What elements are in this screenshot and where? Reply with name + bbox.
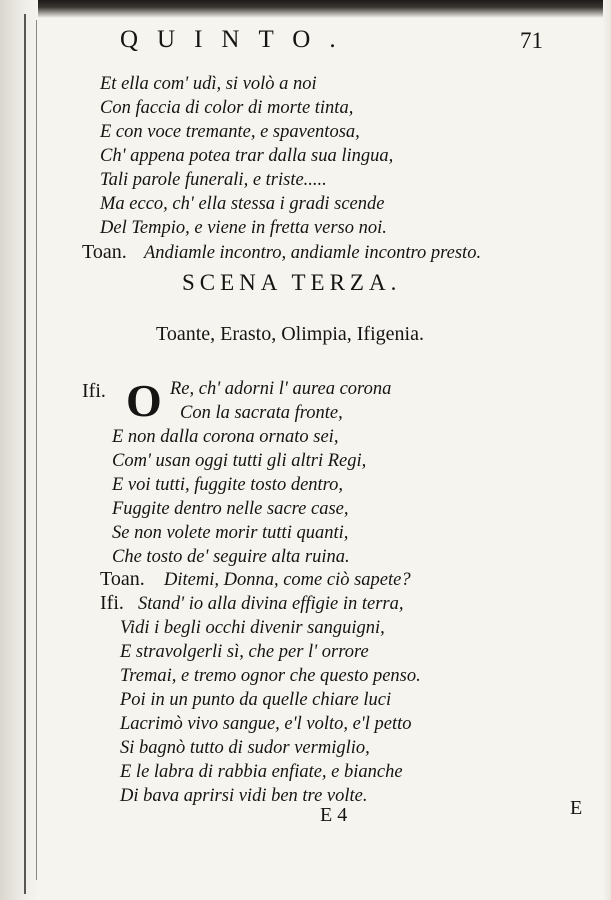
page-gutter [0,0,38,900]
signature-mark: E 4 [320,804,348,826]
verse-line: Tremai, e tremo ognor che questo penso. [120,666,421,686]
verse-line: Et ella com' udì, si volò a noi [100,74,317,94]
verse-line: Che tosto de' seguire alta ruina. [112,547,350,567]
verse-line: Andiamle incontro, andiamle incontro presto. [144,243,482,263]
verse-line: Si bagnò tutto di sudor vermiglio, [120,738,370,758]
verse-line: Tali parole funerali, e triste..... [100,170,327,190]
speaker-label: Toan. [100,568,145,590]
verse-line: E le labra di rabbia enfiate, e bianche [120,762,403,782]
verse-line: E non dalla corona ornato sei, [112,427,339,447]
verse-line: Lacrimò vivo sangue, e'l volto, e'l petto [120,714,412,734]
scene-title: SCENA TERZA. [182,270,402,295]
verse-line: Vidi i begli occhi divenir sanguigni, [120,618,385,638]
verse-line: Fuggite dentro nelle sacre case, [112,499,349,519]
verse-line: Se non volete morir tutti quanti, [112,523,349,543]
verse-line: Re, ch' adorni l' aurea corona [170,379,392,399]
verse-line: Con faccia di color di morte tinta, [100,98,354,118]
right-margin-mark: E [570,797,583,819]
gutter-rule [24,14,26,894]
speaker-label: Ifi. [82,380,106,402]
verse-line: E stravolgerli sì, che per l' orrore [120,642,369,662]
page-number: 71 [520,28,543,53]
verse-line: Poi in un punto da quelle chiare luci [120,690,392,710]
verse-line: Del Tempio, e viene in fretta verso noi. [100,218,387,238]
verse-line: E con voce tremante, e spaventosa, [100,122,360,142]
character-list: Toante, Erasto, Olimpia, Ifigenia. [156,323,424,345]
verse-line: Con la sacrata fronte, [180,403,343,423]
verse-line: E voi tutti, fuggite tosto dentro, [112,475,344,495]
running-title: QUINTO. [120,26,355,53]
verse-line: Ma ecco, ch' ella stessa i gradi scende [100,194,385,214]
verse-line: Com' usan oggi tutti gli altri Regi, [112,451,367,471]
verse-line: Ditemi, Donna, come ciò sapete? [164,570,411,590]
verse-line: Di bava aprirsi vidi ben tre volte. [120,786,368,806]
speaker-label: Toan. [82,241,127,263]
drop-capital: O [126,375,162,426]
verse-line: Stand' io alla divina effigie in terra, [138,594,404,614]
verse-line: Ch' appena potea trar dalla sua lingua, [100,146,394,166]
gutter-rule-inner [36,20,37,880]
page-right-edge [603,0,611,900]
speaker-label: Ifi. [100,592,124,614]
page-top-edge [0,0,611,18]
